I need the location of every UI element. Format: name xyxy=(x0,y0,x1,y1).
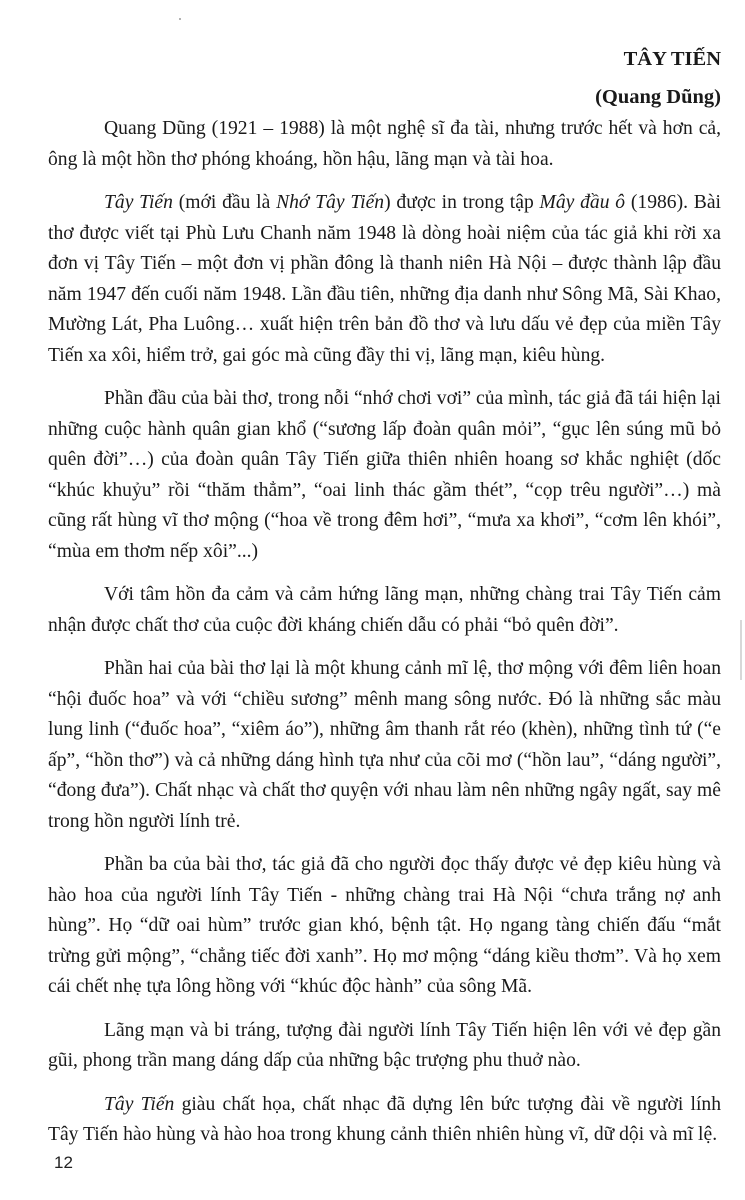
paragraph-2 xyxy=(48,188,721,371)
scan-edge-mark xyxy=(740,620,742,680)
paragraph-2-text-f: (1986). Bài thơ được viết tại Phù Lưu Chanh năm 1948 là dòng hoài niệm của tác giả khi rời xa đơn vị Tây Tiến – một đơn vị phần đông là thanh niên Hà Nội – được thành lập đầu năm 1947 đến cuối năm 1948. Lần đầu tiên, những địa danh như Sông Mã, Sài Khao, Mường Lát, Pha Luông… xuất hiện trên bản đồ thơ và lưu dấu vẻ đẹp của miền Tây Tiến xa xôi, hiểm trở, gai góc mà cũng đầy thi vị, lãng mạn, kiêu hùng. xyxy=(48,192,721,366)
paragraph-8-text-b: giàu chất họa, chất nhạc đã dựng lên bức tượng đài về người lính Tây Tiến hào hùng và hào hoa trong khung cảnh thiên nhiên hùng vĩ, dữ dội và mĩ lệ. xyxy=(48,1093,721,1145)
paragraph-2-text-d: ) được in trong tập xyxy=(384,192,540,213)
italic-title-tay-tien-2: Tây Tiến xyxy=(104,1093,175,1115)
page-content xyxy=(48,44,721,1164)
paragraph-7: Lãng mạn và bi tráng, tượng đài người lính Tây Tiến hiện lên với vẻ đẹp gần gũi, phong trần mang dáng dấp của những bậc trượng phu thuở nào. xyxy=(48,1019,721,1071)
scan-speck xyxy=(179,18,181,20)
page-number: 12 xyxy=(54,1153,73,1172)
paragraph-6: Phần ba của bài thơ, tác giả đã cho người đọc thấy được vẻ đẹp kiêu hùng và hào hoa của người lính Tây Tiến - những chàng trai Hà Nội “chưa trắng nợ anh hùng”. Họ “dữ oai hùm” trước gian khó, bệnh tật. Họ ngang tàng chiến đấu “mắt trừng gửi mộng”, “chẳng tiếc đời xanh”. Họ mơ mộng “dáng kiều thơm”. Và họ xem cái chết nhẹ tựa lông hồng với “khúc độc hành” của sông Mã. xyxy=(48,854,721,997)
paragraph-1: Quang Dũng (1921 – 1988) là một nghệ sĩ đa tài, nhưng trước hết và hơn cả, ông là một hồn thơ phóng khoáng, hồn hậu, lãng mạn và tài hoa. xyxy=(48,118,721,170)
poem-author: (Quang Dũng) xyxy=(595,86,721,108)
paragraph-4: Với tâm hồn đa cảm và cảm hứng lãng mạn, những chàng trai Tây Tiến cảm nhận được chất thơ của cuộc đời kháng chiến dẫu có phải “bỏ quên đời”. xyxy=(48,584,721,636)
italic-title-nho-tay-tien: Nhớ Tây Tiến xyxy=(276,192,385,213)
paragraph-3: Phần đầu của bài thơ, trong nỗi “nhớ chơi vơi” của mình, tác giả đã tái hiện lại những cuộc hành quân gian khổ (“sương lấp đoàn quân mỏi”, “gục lên súng mũ bỏ quên đời”…) của đoàn quân Tây Tiến giữa thiên nhiên hoang sơ khắc nghiệt (dốc “khúc khuỷu” rồi “thăm thẳm”, “oai linh thác gầm thét”, “cọp trêu người”…) mà cũng rất hùng vĩ thơ mộng (“hoa về trong đêm hơi”, “mưa xa khơi”, “cơm lên khói”, “mùa em thơm nếp xôi”...) xyxy=(48,388,721,562)
paragraph-8 xyxy=(48,1090,721,1151)
italic-title-tay-tien: Tây Tiến xyxy=(104,192,173,213)
poem-title: TÂY TIẾN xyxy=(623,48,721,70)
paragraph-2-text-b: (mới đầu là xyxy=(172,192,277,213)
paragraph-5: Phần hai của bài thơ lại là một khung cảnh mĩ lệ, thơ mộng với đêm liên hoan “hội đuốc hoa” và với “chiều sương” mênh mang sông nước. Đó là những sắc màu lung linh (“đuốc hoa”, “xiêm áo”), những âm thanh rắt réo (khèn), những tình tứ (“e ấp”, “hồn thơ”) và cả những dáng hình tựa như của cõi mơ (“hồn lau”, “dáng người”, “đong đưa”). Chất nhạc và chất thơ quyện với nhau làm nên những ngây ngất, say mê trong hồn người lính trẻ. xyxy=(48,658,721,832)
italic-title-may-dau-o: Mây đầu ô xyxy=(539,192,626,213)
